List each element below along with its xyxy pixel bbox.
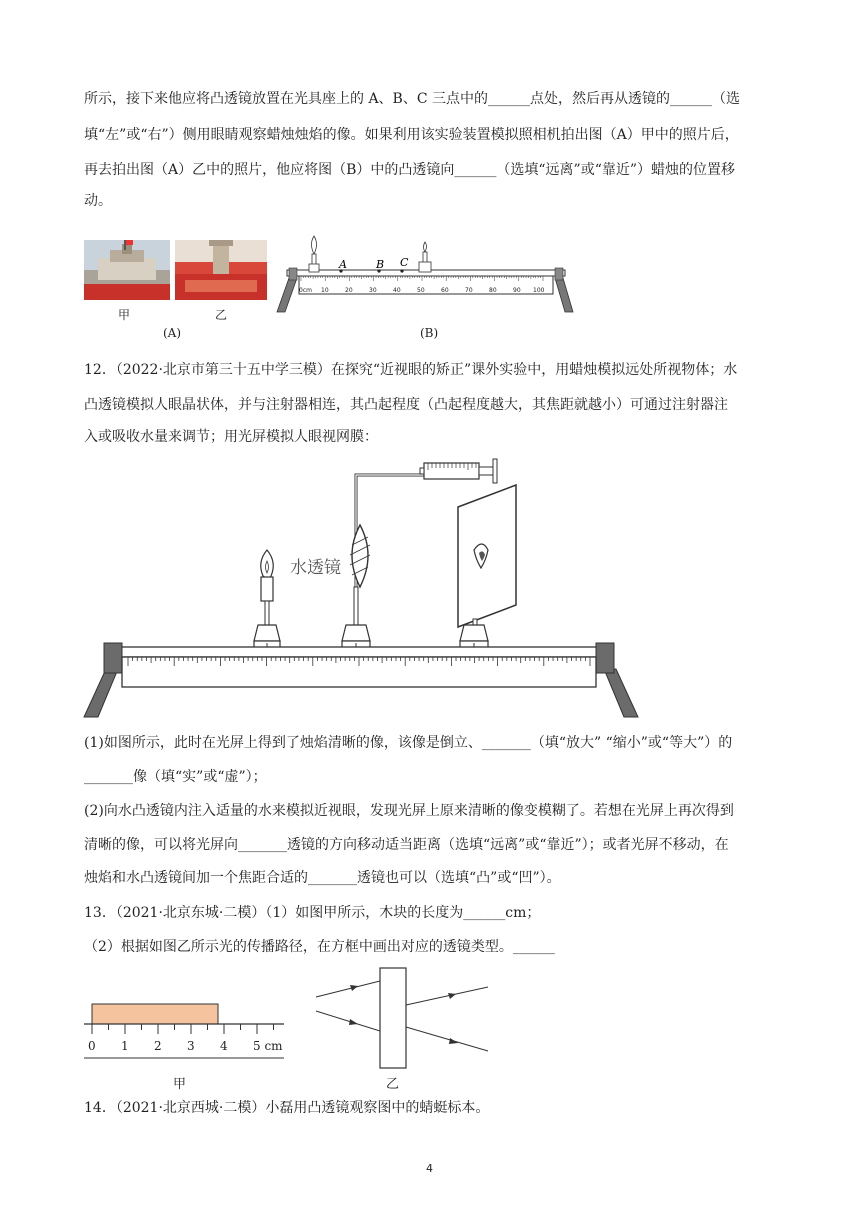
- lens-box-figure: [310, 965, 500, 1070]
- tick-label-70: 70: [465, 287, 473, 294]
- q11-line-4: 动。: [84, 193, 112, 209]
- q12-sub2-line-2: 清晰的像，可以将光屏向_______透镜的方向移动适当距离（选填“远离”或“靠近”）；或者光屏不移动，在: [84, 837, 729, 853]
- q12-line-1: 12．（2022·北京市第三十五中学三模）在探究“近视眼的矫正”课外实验中，用蜡烛模拟远处所视物体；水: [84, 362, 738, 378]
- tick-label-20: 20: [345, 287, 353, 294]
- point-A-label: A: [339, 258, 347, 271]
- q13-line-2: （2）根据如图乙所示光的传播路径，在方框中画出对应的透镜类型。______: [84, 939, 555, 955]
- q12-sub1-line-2: _______像（填“实”或“虚”）；: [84, 769, 267, 785]
- ruler-label-0: 0: [88, 1039, 96, 1053]
- tick-label-60: 60: [441, 287, 449, 294]
- page-number: 4: [426, 1162, 433, 1175]
- tick-label-10: 10: [321, 287, 329, 294]
- tick-label-40: 40: [393, 287, 401, 294]
- caption-B: (B): [420, 326, 439, 340]
- caption-jia-13: 甲: [173, 1077, 187, 1092]
- tick-label-90: 90: [513, 287, 521, 294]
- point-B-label: B: [376, 258, 385, 271]
- ruler-label-5: 5 cm: [253, 1039, 283, 1053]
- photo-jia: [84, 240, 170, 300]
- q12-line-3: 入或吸收水量来调节；用光屏模拟人眼视网膜：: [84, 429, 378, 445]
- optical-bench-small: [275, 228, 585, 328]
- q11-line-2: 填“左”或“右”）侧用眼睛观察蜡烛烛焰的像。如果利用该实验装置模拟照相机拍出图（A）甲中的照片后，: [84, 127, 739, 143]
- caption-jia: 甲: [118, 308, 131, 322]
- ruler-label-1: 1: [121, 1039, 129, 1053]
- point-C-label: C: [400, 256, 409, 269]
- q12-sub2-line-3: 烛焰和水凸透镜间加一个焦距合适的_______透镜也可以（选填“凸”或“凹”）。: [84, 870, 561, 886]
- ruler-figure: [84, 995, 294, 1065]
- tick-label-80: 80: [489, 287, 497, 294]
- q14-line-1: 14．（2021·北京西城·二模）小磊用凸透镜观察图中的蜻蜓标本。: [84, 1100, 490, 1116]
- tick-label-0: 0cm: [299, 287, 312, 294]
- ruler-label-4: 4: [220, 1039, 228, 1053]
- caption-yi: 乙: [215, 308, 228, 322]
- q12-sub1-line-1: (1)如图所示，此时在光屏上得到了烛焰清晰的像，该像是倒立、_______（填“放大” “缩小”或“等大”）的: [84, 735, 733, 751]
- tick-label-30: 30: [369, 287, 377, 294]
- ruler-label-2: 2: [154, 1039, 162, 1053]
- water-lens-label: 水透镜: [290, 558, 341, 578]
- tick-label-50: 50: [417, 287, 425, 294]
- caption-A: (A): [163, 326, 182, 340]
- q11-line-1: 所示，接下来他应将凸透镜放置在光具座上的 A、B、C 三点中的______点处，然后再从透镜的______（选: [84, 91, 741, 107]
- photo-yi: [175, 240, 267, 300]
- q11-line-3: 再去拍出图（A）乙中的照片，他应将图（B）中的凸透镜向______（选填“远离”或“靠近”）蜡烛的位置移: [84, 162, 736, 178]
- tick-label-100: 100: [533, 287, 545, 294]
- water-lens-apparatus: [84, 455, 644, 720]
- q12-sub2-line-1: (2)向水凸透镜内注入适量的水来模拟近视眼，发现光屏上原来清晰的像变模糊了。若想在光屏上再次得到: [84, 803, 734, 819]
- ruler-label-3: 3: [187, 1039, 195, 1053]
- caption-yi-13: 乙: [386, 1077, 400, 1092]
- q12-line-2: 凸透镜模拟人眼晶状体，并与注射器相连，其凸起程度（凸起程度越大，其焦距就越小）可通过注射器注: [84, 397, 728, 413]
- q13-line-1: 13．（2021·北京东城·二模）（1）如图甲所示，木块的长度为______cm；: [84, 905, 541, 921]
